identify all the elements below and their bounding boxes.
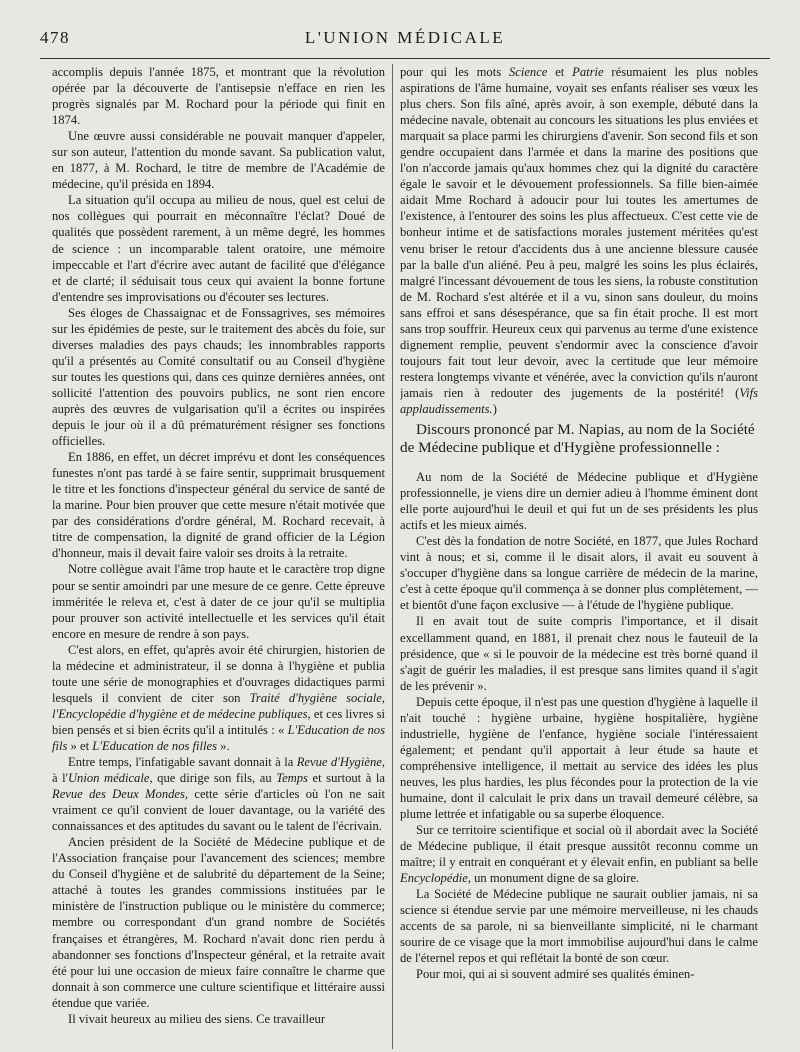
journal-title: Temps (276, 771, 308, 786)
paragraph: accomplis depuis l'année 1875, et montrant que la révolution opérée par la découverte de l'antisepsie n'efface en rien les progrès signalés par M. Rochard pour la période qui finit en 1874. (52, 65, 385, 128)
paragraph: Une œuvre aussi considérable ne pouvait manquer d'appeler, sur son auteur, l'attention du monde savant. Sa publication valut, en 1877, à M. Rochard, le titre de membre de l'Académie de médecine, qu'il présida en 1894. (52, 129, 385, 192)
book-title: Traité d'hygiène sociale, l'Encyclopédie d'hygiène et de médecine publiques, (52, 690, 385, 721)
text-run: et surtout à la (307, 771, 385, 786)
paragraph: Il en avait tout de suite compris l'importance, et il disait excellamment quand, en 1881, il prenait chez nous le fauteuil de la présidence, que « si le pouvoir de la médecine est très borné quand il s'agit de guérir les maladies, il est presque sans limites quand il s'agit de les prévenir ». (400, 614, 758, 693)
paragraph: Au nom de la Société de Médecine publique et d'Hygiène professionnelle, je viens dire un dernier adieu à l'homme éminent dont elle porte aujourd'hui le deuil et qui fut un de ses présidents les plus actifs et les mieux aimés. (400, 470, 758, 533)
paragraph: En 1886, en effet, un décret imprévu et dont les conséquences funestes n'ont pas tardé à se faire sentir, supprimait brusquement le titre et les fonctions d'inspecteur général du service de santé de la marine. Pour bien prouver que cette mesure n'était motivée que par des considérations d'ordre général, M. Rochard recevait, à titre de compensation, la dignité de grand officier de la Légion d'honneur, mais il devait faire valoir ses droits à la retraite. (52, 450, 385, 561)
text-run: , à l' (52, 755, 385, 786)
text-run: , un monument digne de sa gloire. (467, 871, 640, 886)
paragraph (400, 64, 758, 417)
paragraph (400, 822, 758, 886)
emphasis: Science (508, 65, 548, 79)
paragraph: Pour moi, qui ai si souvent admiré ses qualités éminen- (416, 967, 695, 982)
page-header (40, 24, 770, 46)
text-run: pour qui les mots (400, 65, 509, 79)
text-run: et (547, 65, 573, 79)
emphasis: Patrie (572, 65, 604, 79)
section-heading: Discours prononcé par M. Napias, au nom de la Société de Médecine publique et d'Hygiène professionnelle : (400, 421, 755, 457)
text-run: C'est alors, en effet, qu'après avoir été chirurgien, historien de la médecine et administrateur, il se donna à l'hygiène et publia toute une série de monographies et d'ouvrages didactiques parmi lesquels il convient de citer son (52, 642, 385, 705)
page-number: 478 (40, 28, 70, 47)
text-run: ». (217, 738, 230, 753)
book-title: L'Education de nos filles (92, 738, 218, 753)
text-run: ) (492, 401, 497, 416)
paragraph: Ancien président de la Société de Médecine publique et de l'Association française pour l'avancement des sciences; membre du Conseil d'hygiène et de salubrité du département de la Seine; attaché à toutes les grandes commissions instituées par le ministère de l'instruction publique ou le ministère du commerce; membre ou correspondant d'un grand nombre de Sociétés françaises et étrangères, M. Rochard n'avait donc rien perdu à abandonner ses fonctions d'Inspecteur général, et la retraite avait été pour lui une occasion de mieux faire connaître le charme que donnait à son commerce une culture scientifique et littéraire aussi étendue que variée. (52, 835, 385, 1010)
paragraph: C'est dès la fondation de notre Société, en 1877, que Jules Rochard vint à nous; et si, comme il le disait alors, il avait eu souvent à s'occuper d'hygiène dans sa longue carrière de médecin de la marine, c'est à cette époque qu'il commença à se donner plus complètement, — et bientôt d'une façon exclusive — à l'étude de l'hygiène publique. (400, 534, 758, 613)
running-title: L'UNION MÉDICALE (304, 28, 506, 47)
paragraph: Il vivait heureux au milieu des siens. Ce travailleur (68, 1011, 326, 1026)
right-column (400, 64, 758, 1049)
paragraph: La Société de Médecine publique ne saurait oublier jamais, ni sa science si étendue servie par une mémoire merveilleuse, ni les chauds accents de sa parole, ni sa bienveillante simplicité, ni le charmant sourire de ce visage que la mort immobilise aujourd'hui dans le calme de l'éternel repos et qui reflétait la bonté de son cœur. (400, 887, 758, 966)
text-run: Sur ce territoire scientifique et social où il abordait avec la Société de Médecine publique, il était presque aussitôt reconnu comme un maître; il y entrait en conquérant et y élevait enfin, en publiant sa belle (400, 823, 758, 870)
left-column (52, 64, 385, 1049)
paragraph: La situation qu'il occupa au milieu de nous, quel est celui de nos collègues qui pourrait en méconnaître l'éclat? Doué de qualités que possèdent rarement, à un même degré, les hommes de science : un incomparable talent oratoire, une mémoire impeccable et l'art d'écrire avec autant de facilité que d'élégance et de clarté; il séduisait tous ceux qui avaient la bonne fortune d'entendre ses improvisations ou d'écouter ses lectures. (52, 193, 385, 304)
applause-note: Vifs applaudissements. (400, 385, 758, 416)
paragraph (52, 642, 385, 754)
book-title: Encyclopédie (400, 871, 468, 886)
text-run: et ces livres si bien pensés et si bien écrits qu'il a intitulés : « (52, 706, 385, 737)
text-run: résumaient les plus nobles aspirations de l'âme humaine, voyait ses enfants réaliser ses vœux les plus chers. Son fils aîné, après avoir, à son exemple, débuté dans la médecine navale, obtenait au concours les situations les plus enviées et marquait sa place parmi les chirurgiens d'avenir. Son second fils et son gendre occupaient dans l'armée et dans la marine des positions que l'on n'accorde jamais qu'aux hommes chez qui la dignité du caractère égale le savoir et le dévouement professionnels. Sa fille bien-aimée aidait Mme Rochard à adoucir pour lui toutes les amertumes de l'existence, à l'entourer des soins les plus affectueux. C'est cette vie de bonheur intime et de satisfactions morales justement méritées qu'est venu briser le retour d'accidents dus à une ancienne blessure causée par la balle d'un aliéné. Peu à peu, malgré les soins les plus éclairés, malgré l'incessant dévouement de tous les siens, la robuste constitution de M. Rochard s'est altérée et il a vu, sinon sans douleur, du moins sans effroi et sans désespérance, que sa fin était proche. Il est mort sans trop souffrir. Heureux ceux qui parvenus au terme d'une existence dignement remplie, peuvent s'endormir avec la conscience d'avoir toujours fait tout leur devoir, avec la certitude que leur mémoire restera longtemps vivante et vénérée, avec la conviction qu'ils n'auront jamais rien à redouter des jugements de la postérité! ( (400, 65, 758, 400)
paragraph: Depuis cette époque, il n'est pas une question d'hygiène à laquelle il n'ait touché : hygiène urbaine, hygiène hospitalière, hygiène industrielle, hygiène de l'enfance, hygiène sociale l'intéressaient également; et pendant qu'il apportait à leur étude sa haute et compréhensive intelligence, il mettait au service des idées les plus neuves, les plus hardies, les plus fécondes pour la protection de la vie humaine, dont il calculait le prix dans un travail demeuré célèbre, sa plume lettrée et infatigable ou sa superbe éloquence. (400, 694, 758, 822)
text-run: Entre temps, l'infatigable savant donnait à la (68, 755, 297, 770)
text-run: , que dirige son fils, au (149, 771, 277, 786)
journal-title: Union médicale (67, 771, 150, 786)
text-run: , cette série d'articles où l'on ne sait vraiment ce qu'il convient de louer davantage, ou la variété des connaissances et des aptitudes du savant ou le talent de l'écrivain. (52, 787, 385, 834)
journal-title: Revue d'Hygiène (296, 755, 382, 770)
paragraph (52, 754, 385, 834)
book-title: L'Education de nos fils (52, 722, 385, 753)
text-run: » et (67, 738, 93, 753)
paragraph: Ses éloges de Chassaignac et de Fonssagrives, ses mémoires sur les épidémies de peste, sur le traitement des abcès du foie, sur diverses maladies des pays chauds; les innombrables rapports qu'il a présentés au Comité consultatif ou au Conseil d'hygiène sur toutes les questions qui, dans ces quinze dernières années, ont sollicité l'attention des pouvoirs publics, ne sont rien encore auprès des œuvres de vulgarisation qu'il a écrites ou inspirées depuis le jour où il a dû prématurément résigner ses fonctions officielles. (52, 305, 385, 449)
journal-title: Revue des Deux Mondes (52, 787, 185, 802)
paragraph: Notre collègue avait l'âme trop haute et le caractère trop digne pour se sentir amoindri par une mesure de ce genre. Cette épreuve imméritée le releva et, c'est à dater de ce jour qu'il se multiplia pour prouver son activité intellectuelle et les services qu'il était encore en mesure de rendre à son pays. (52, 562, 385, 641)
header-rule (40, 58, 770, 59)
column-divider (392, 64, 393, 1049)
